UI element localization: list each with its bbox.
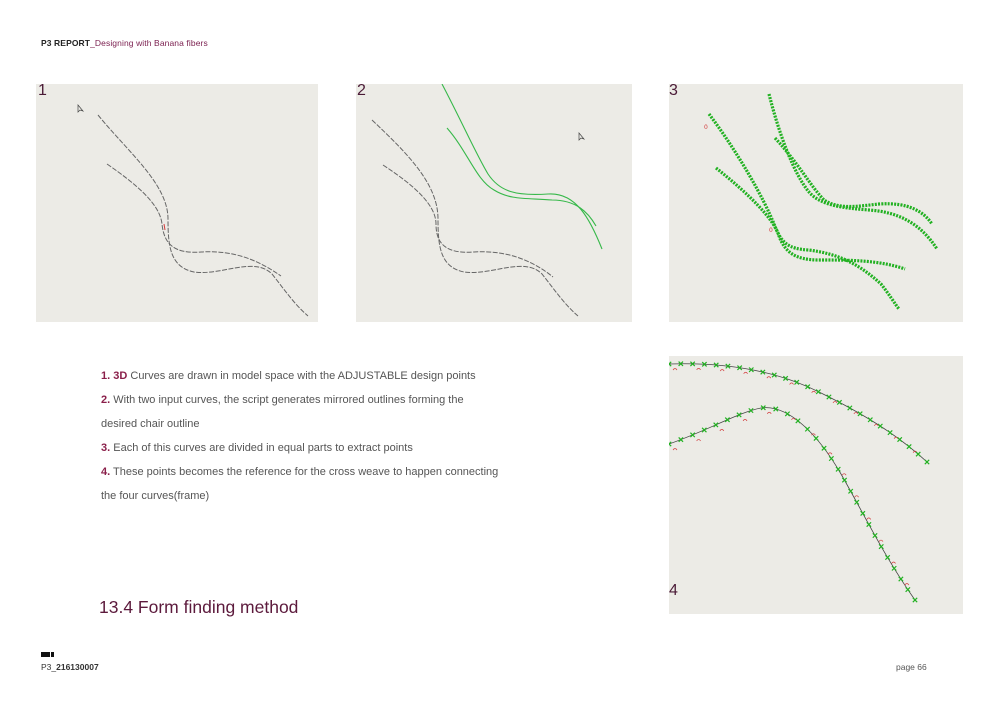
point-index-label bbox=[744, 372, 748, 374]
point-index-label bbox=[842, 474, 846, 476]
footer-student-id bbox=[41, 662, 99, 672]
page-number: page 66 bbox=[896, 662, 927, 672]
panel-number-2: 2 bbox=[357, 84, 366, 99]
point-index-label bbox=[905, 584, 909, 586]
point-index-label bbox=[720, 370, 724, 372]
point-marker bbox=[897, 437, 901, 441]
report-subtitle: _Designing with Banana fibers bbox=[90, 38, 208, 48]
point-marker bbox=[702, 428, 706, 432]
point-marker bbox=[795, 380, 799, 384]
figure-panel-1 bbox=[36, 84, 318, 322]
point-marker bbox=[805, 385, 809, 389]
point-index-label bbox=[743, 419, 747, 421]
point-index-label bbox=[812, 391, 816, 393]
step-1-emphasis: 3D bbox=[113, 370, 128, 382]
point-marker bbox=[868, 418, 872, 422]
footer-prefix: P3_ bbox=[41, 662, 57, 672]
step-1 bbox=[101, 364, 521, 388]
footer-mark-icon bbox=[41, 652, 54, 657]
point-marker bbox=[873, 533, 877, 537]
point-marker bbox=[679, 437, 683, 441]
point-marker bbox=[907, 444, 911, 448]
point-index-label bbox=[673, 449, 677, 451]
point-index-label bbox=[833, 401, 837, 403]
step-2-text: With two input curves, the script generates mirrored outlines forming the bbox=[110, 394, 464, 406]
point-marker bbox=[805, 427, 809, 431]
point-index-label bbox=[767, 412, 771, 414]
point-marker bbox=[916, 452, 920, 456]
point-marker bbox=[888, 430, 892, 434]
point-marker bbox=[796, 419, 800, 423]
step-1-text: Curves are drawn in model space with the ADJUSTABLE design points bbox=[127, 370, 476, 382]
point-marker bbox=[785, 412, 789, 416]
report-header bbox=[41, 38, 208, 48]
point-marker bbox=[861, 511, 865, 515]
report-title: P3 REPORT bbox=[41, 38, 91, 48]
point-marker bbox=[848, 406, 852, 410]
point-index-label bbox=[855, 496, 859, 498]
point-marker bbox=[827, 395, 831, 399]
point-marker bbox=[867, 522, 871, 526]
step-3-text: Each of this curves are divided in equal parts to extract points bbox=[110, 442, 413, 454]
point-index-label bbox=[767, 377, 771, 379]
step-2-continued: desired chair outline bbox=[101, 418, 200, 430]
point-marker bbox=[878, 424, 882, 428]
point-index-label bbox=[697, 368, 701, 370]
point-index-label bbox=[720, 429, 724, 431]
step-1-number: 1. bbox=[101, 370, 111, 382]
svg-text:0: 0 bbox=[769, 227, 773, 234]
point-marker bbox=[814, 436, 818, 440]
step-2 bbox=[101, 388, 521, 412]
point-index-label bbox=[854, 412, 858, 414]
footer-id: 216130007 bbox=[56, 662, 99, 672]
point-marker bbox=[925, 460, 929, 464]
figure-panel-3 bbox=[669, 84, 963, 322]
point-index-label bbox=[790, 383, 794, 385]
point-marker bbox=[714, 423, 718, 427]
cursor-icon bbox=[78, 105, 83, 112]
point-index-label bbox=[697, 439, 701, 441]
point-marker bbox=[906, 587, 910, 591]
point-marker bbox=[899, 577, 903, 581]
point-index-label bbox=[879, 540, 883, 542]
point-marker bbox=[855, 500, 859, 504]
point-marker bbox=[837, 400, 841, 404]
figure-panel-2 bbox=[356, 84, 632, 322]
point-marker bbox=[725, 418, 729, 422]
point-marker bbox=[892, 566, 896, 570]
point-index-label bbox=[892, 562, 896, 564]
step-2-number: 2. bbox=[101, 394, 111, 406]
step-3-number: 3. bbox=[101, 442, 111, 454]
method-steps bbox=[101, 364, 521, 508]
point-marker bbox=[842, 478, 846, 482]
step-3 bbox=[101, 436, 521, 460]
section-title: 13.4 Form finding method bbox=[99, 597, 299, 617]
point-index-label bbox=[673, 369, 677, 371]
figure-1-curves bbox=[36, 84, 318, 322]
point-index-label bbox=[867, 518, 871, 520]
point-marker bbox=[690, 433, 694, 437]
svg-text:0: 0 bbox=[704, 124, 708, 131]
figure-3-divided-curves bbox=[669, 84, 963, 322]
point-marker bbox=[848, 489, 852, 493]
point-marker bbox=[783, 376, 787, 380]
point-marker bbox=[836, 467, 840, 471]
point-marker bbox=[858, 412, 862, 416]
point-marker bbox=[816, 389, 820, 393]
step-4 bbox=[101, 460, 521, 484]
point-marker bbox=[822, 446, 826, 450]
point-marker bbox=[885, 555, 889, 559]
figure-4-curve-points bbox=[669, 356, 963, 614]
figure-panel-4 bbox=[669, 356, 963, 614]
point-marker bbox=[913, 598, 917, 602]
step-4-continued: the four curves(frame) bbox=[101, 490, 210, 502]
panel-number-1: 1 bbox=[38, 84, 47, 99]
cursor-icon bbox=[579, 133, 584, 140]
panel-number-3: 3 bbox=[669, 84, 678, 99]
panel-number-4: 4 bbox=[669, 582, 678, 599]
step-4-text: These points becomes the reference for the cross weave to happen connecting bbox=[110, 466, 499, 478]
step-4-number: 4. bbox=[101, 466, 111, 478]
figure-2-curves bbox=[356, 84, 632, 322]
point-marker bbox=[879, 544, 883, 548]
point-marker bbox=[829, 456, 833, 460]
